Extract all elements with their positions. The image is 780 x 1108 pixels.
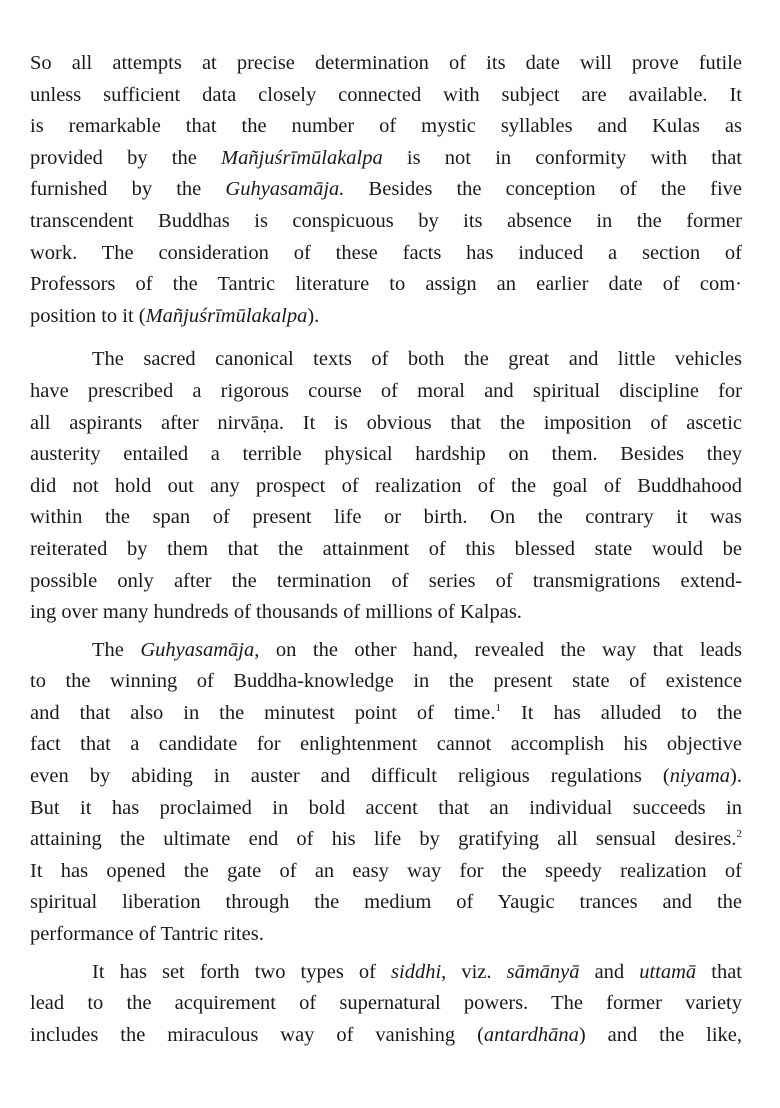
text-run: austerity entailed a terrible physical hardship on them. Besides they [30, 443, 742, 466]
italic-term: sāmānyā [506, 960, 580, 983]
text-line [30, 887, 742, 919]
text-run: provided by the [30, 146, 222, 169]
text-run: lead to the acquirement of supernatural powers. The former variety [30, 992, 742, 1015]
text-run: have prescribed a rigorous course of moral and spiritual discipline for [30, 379, 742, 402]
text-run: and that also in the minutest point of time. [30, 701, 496, 724]
text-line [30, 143, 742, 175]
text-line [30, 269, 742, 301]
text-line [30, 1020, 742, 1052]
text-run: did not hold out any prospect of realization of the goal of Buddhahood [30, 474, 742, 497]
text-line [30, 408, 742, 440]
text-run: unless sufficient data closely connected with subject are available. It [30, 83, 742, 106]
text-run: Besides the conception of the five [344, 178, 742, 201]
italic-term: niyama [669, 765, 731, 788]
text-run: It has set forth two types of [92, 960, 392, 983]
text-line [30, 856, 742, 888]
text-run: possible only after the termination of series of transmigrations extend- [30, 569, 742, 592]
text-run: furnished by the [30, 178, 226, 201]
text-run: is remarkable that the number of mystic syllables and Kulas as [30, 115, 742, 138]
text-line [30, 566, 742, 598]
text-line [30, 597, 742, 629]
text-line [30, 957, 742, 989]
document-page [30, 48, 742, 1051]
text-run: even by abiding in auster and difficult religious regulations ( [30, 765, 670, 788]
text-run: work. The consideration of these facts has induced a section of [30, 241, 742, 264]
text-run: It has opened the gate of an easy way for the speedy realization of [30, 859, 742, 882]
italic-term: uttamā [639, 960, 697, 983]
text-run: So all attempts at precise determination of its date will prove futile [30, 52, 742, 74]
text-line [30, 761, 742, 793]
paragraph-spacer [30, 332, 742, 344]
text-run: It has alluded to the [500, 701, 742, 724]
text-line [30, 824, 742, 856]
text-line [30, 301, 742, 333]
text-run: ) and the like, [578, 1023, 742, 1046]
text-line [30, 376, 742, 408]
italic-term: Mañjuśrīmūlakalpa [145, 304, 308, 327]
text-run: But it has proclaimed in bold accent that an individual succeeds in [30, 796, 742, 819]
paragraph [30, 635, 742, 951]
text-run: all aspirants after nirvāṇa. It is obvious that the imposition of ascetic [30, 411, 742, 434]
text-line [30, 635, 742, 667]
text-run: The sacred canonical texts of both the great and little vehicles [92, 348, 742, 371]
text-line [30, 206, 742, 238]
paragraph [30, 957, 742, 1052]
text-run: reiterated by them that the attainment of this blessed state would be [30, 537, 742, 560]
text-run: ). [307, 304, 320, 327]
text-line [30, 698, 742, 730]
text-run: attaining the ultimate end of his life by gratifying all sensual desires. [30, 828, 737, 851]
text-line [30, 344, 742, 376]
text-run: ). [730, 765, 742, 788]
text-line [30, 174, 742, 206]
text-line [30, 439, 742, 471]
text-run: , viz. [441, 960, 507, 983]
text-line [30, 238, 742, 270]
italic-term: Mañjuśrīmūlakalpa [221, 146, 383, 169]
text-run: Professors of the Tantric literature to assign an earlier date of com· [30, 273, 742, 296]
paragraph [30, 48, 742, 332]
text-line [30, 666, 742, 698]
text-line [30, 502, 742, 534]
italic-term: Guhyasamāja. [225, 178, 345, 201]
text-run: fact that a candidate for enlightenment cannot accomplish his objective [30, 733, 742, 756]
text-line [30, 534, 742, 566]
text-line [30, 48, 742, 80]
italic-term: siddhi [391, 960, 442, 983]
text-run: that [696, 960, 742, 983]
text-run: ing over many hundreds of thousands of millions of Kalpas. [30, 601, 522, 624]
text-run: performance of Tantric rites. [30, 923, 264, 946]
text-run: The [92, 638, 141, 661]
italic-term: antardhāna [483, 1023, 579, 1046]
text-line [30, 919, 742, 951]
paragraph [30, 344, 742, 628]
text-line [30, 471, 742, 503]
text-run: transcendent Buddhas is conspicuous by its absence in the former [30, 209, 742, 232]
footnote-marker: 2 [736, 828, 742, 841]
text-line [30, 80, 742, 112]
text-run: within the span of present life or birth. On the contrary it was [30, 506, 742, 529]
text-run: position to it ( [30, 304, 146, 327]
text-line [30, 729, 742, 761]
text-run: spiritual liberation through the medium of Yaugic trances and the [30, 891, 742, 914]
text-line [30, 111, 742, 143]
text-run: is not in conformity with that [382, 146, 743, 169]
text-run: to the winning of Buddha-knowledge in the present state of existence [30, 670, 742, 693]
text-run: includes the miraculous way of vanishing ( [30, 1023, 484, 1046]
footnote-marker: 1 [495, 702, 501, 715]
text-line [30, 988, 742, 1020]
text-run: and [579, 960, 640, 983]
text-run: , on the other hand, revealed the way that leads [254, 638, 742, 661]
italic-term: Guhyasamāja [140, 638, 255, 661]
text-line [30, 793, 742, 825]
